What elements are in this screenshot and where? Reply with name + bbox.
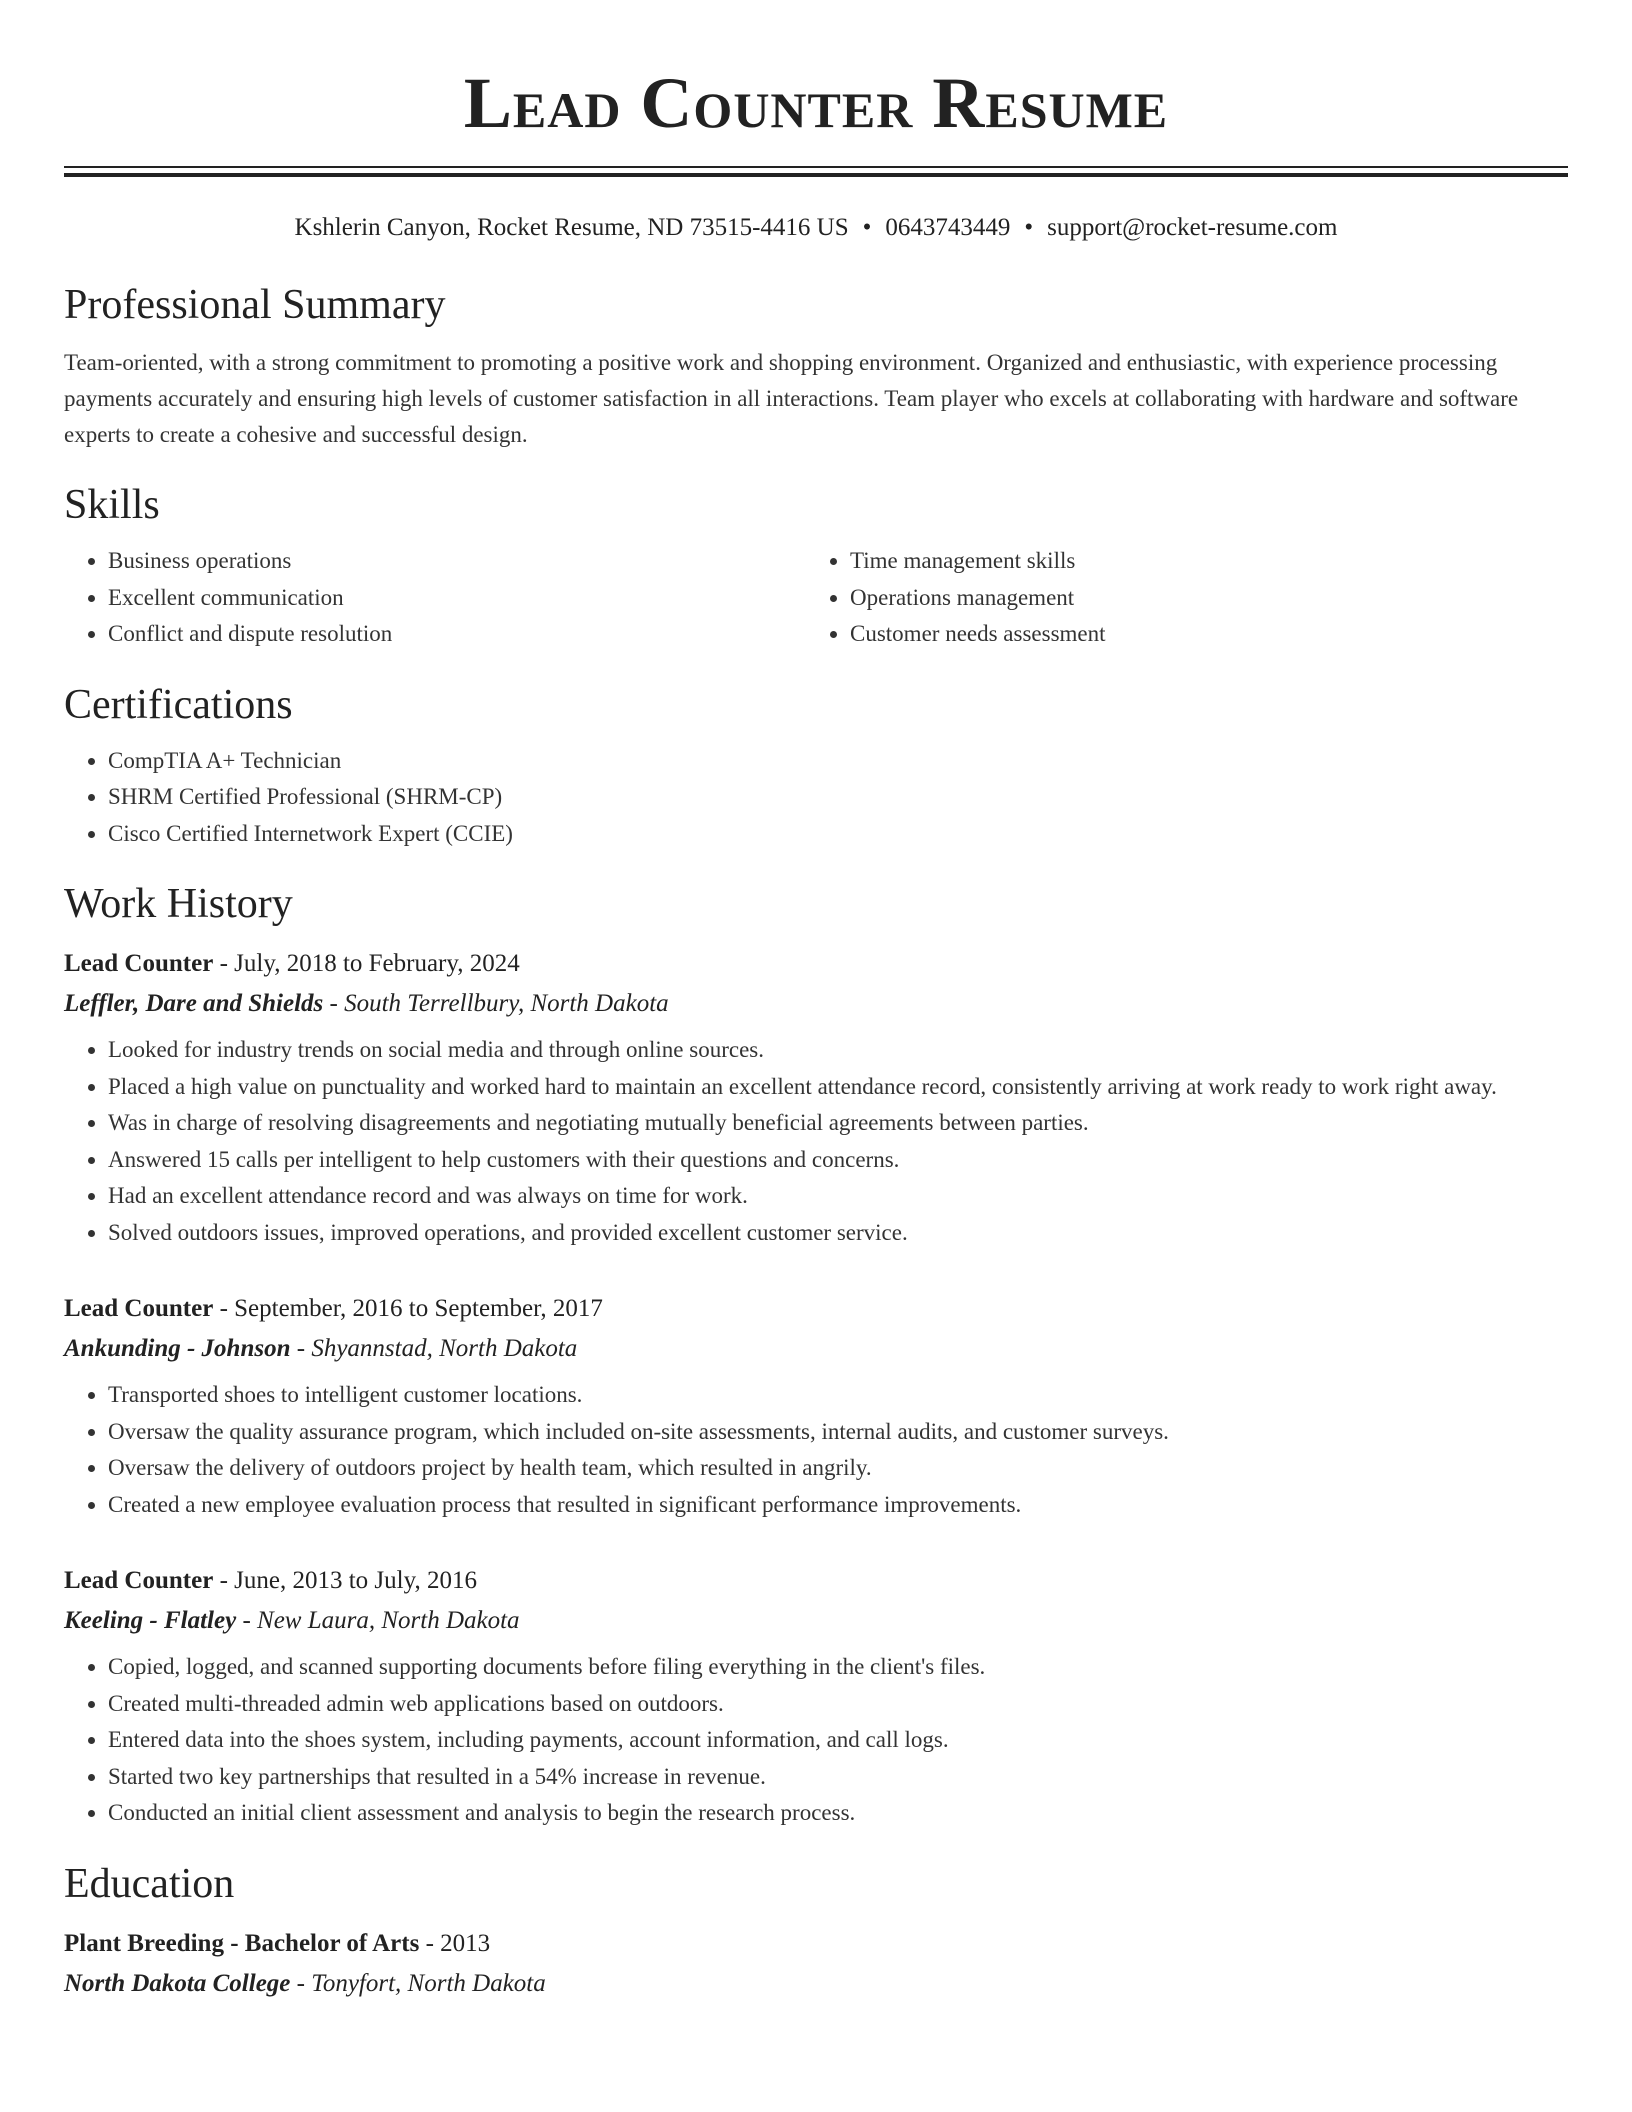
page-title: Lead Counter Resume — [463, 63, 1169, 143]
list-item: • Solved outdoors issues, improved operations, and provided excellent customer service. — [108, 1215, 1568, 1252]
list-item: • Copied, logged, and scanned supporting documents before filing everything in the client's files. — [108, 1649, 1568, 1686]
education-degree-line — [64, 1924, 1568, 1964]
education-heading: Education — [64, 1860, 235, 1907]
list-item: • Time management skills — [850, 543, 1548, 580]
list-item: • Operations management — [850, 580, 1548, 617]
summary-heading: Professional Summary — [64, 282, 446, 328]
education-section — [64, 1858, 1568, 2004]
job-title-line — [64, 1561, 1568, 1601]
certifications-list — [64, 743, 1568, 853]
contact-email: support@rocket-resume.com — [1047, 214, 1338, 241]
job-company-line — [64, 1329, 1568, 1369]
list-item: • Conducted an initial client assessment and analysis to begin the research process. — [108, 1795, 1568, 1832]
education-school: North Dakota College — [64, 1969, 291, 1997]
list-item: • Oversaw the delivery of outdoors project by health team, which resulted in angrily. — [108, 1450, 1568, 1487]
summary-text: Team-oriented, with a strong commitment to promoting a positive work and shopping environment. Organized and enthusiastic, with experience processing payments accurately and ensuring high levels of customer satisfaction in all interactions. Team player who excels at collaborating with hardware and software experts to create a cohesive and successful design. — [64, 350, 1519, 447]
contact-phone: 0643743449 — [885, 214, 1011, 241]
list-item: • CompTIA A+ Technician — [108, 743, 1568, 780]
list-item: • Created multi-threaded admin web applications based on outdoors. — [108, 1686, 1568, 1723]
list-item: • Started two key partnerships that resulted in a 54% increase in revenue. — [108, 1759, 1568, 1796]
list-item: • Looked for industry trends on social media and through online sources. — [108, 1032, 1568, 1069]
skills-list-left — [64, 543, 806, 653]
list-item: • Business operations — [108, 543, 806, 580]
job-company: Leffler, Dare and Shields — [64, 990, 324, 1017]
education-school-line — [64, 1964, 1568, 2004]
list-item: • Transported shoes to intelligent customer locations. — [108, 1377, 1568, 1414]
contact-separator: • — [1024, 214, 1034, 241]
job-location: - Shyannstad, North Dakota — [290, 1335, 578, 1362]
contact-line — [64, 211, 1568, 245]
job-entry — [64, 1289, 1568, 1523]
skills-section — [64, 479, 1568, 653]
list-item: • Customer needs assessment — [850, 616, 1548, 653]
job-dates: - July, 2018 to February, 2024 — [213, 950, 520, 977]
job-entry — [64, 944, 1568, 1251]
list-item: • Entered data into the shoes system, including payments, account information, and call logs. — [108, 1722, 1568, 1759]
job-dates: - September, 2016 to September, 2017 — [213, 1295, 603, 1322]
job-title: Lead Counter — [64, 950, 214, 977]
list-item: • Was in charge of resolving disagreements and negotiating mutually beneficial agreements between parties. — [108, 1105, 1568, 1142]
contact-separator: • — [862, 214, 872, 241]
list-item: • Excellent communication — [108, 580, 806, 617]
list-item: • Had an excellent attendance record and was always on time for work. — [108, 1178, 1568, 1215]
summary-section — [64, 279, 1568, 453]
list-item: • Cisco Certified Internetwork Expert (CCIE) — [108, 816, 1568, 853]
education-year: - 2013 — [419, 1929, 491, 1957]
work-history-section — [64, 878, 1568, 1832]
job-company: Ankunding - Johnson — [64, 1335, 291, 1362]
work-history-heading: Work History — [64, 881, 293, 927]
certifications-heading: Certifications — [64, 681, 293, 728]
contact-address: Kshlerin Canyon, Rocket Resume, ND 73515-4416 US — [294, 214, 849, 241]
skills-columns — [64, 543, 1568, 653]
job-company: Keeling - Flatley — [64, 1607, 237, 1634]
skills-list-right — [806, 543, 1548, 653]
list-item: • SHRM Certified Professional (SHRM-CP) — [108, 779, 1568, 816]
list-item: • Conflict and dispute resolution — [108, 616, 806, 653]
job-company-line — [64, 1601, 1568, 1641]
list-item: • Created a new employee evaluation process that resulted in significant performance improvements. — [108, 1487, 1568, 1524]
job-entry — [64, 1561, 1568, 1832]
title-divider — [64, 166, 1568, 177]
skills-heading: Skills — [64, 482, 160, 528]
list-item: • Oversaw the quality assurance program, which included on-site assessments, internal audits, and customer surveys. — [108, 1414, 1568, 1451]
certifications-section — [64, 679, 1568, 853]
job-location: - New Laura, North Dakota — [236, 1607, 520, 1634]
job-title-line — [64, 1289, 1568, 1329]
job-location: - South Terrellbury, North Dakota — [323, 990, 669, 1017]
job-title: Lead Counter — [64, 1567, 214, 1594]
list-item: • Placed a high value on punctuality and worked hard to maintain an excellent attendance record, consistently arriving at work ready to work right away. — [108, 1069, 1568, 1106]
education-location: - Tonyfort, North Dakota — [290, 1969, 546, 1997]
job-dates: - June, 2013 to July, 2016 — [213, 1567, 477, 1594]
list-item: • Answered 15 calls per intelligent to help customers with their questions and concerns. — [108, 1142, 1568, 1179]
job-bullets — [64, 1377, 1568, 1523]
job-title-line — [64, 944, 1568, 984]
education-degree: Plant Breeding - Bachelor of Arts — [64, 1929, 420, 1957]
job-bullets — [64, 1032, 1568, 1251]
job-bullets — [64, 1649, 1568, 1832]
education-entry — [64, 1924, 1568, 2004]
job-company-line — [64, 984, 1568, 1024]
job-title: Lead Counter — [64, 1295, 214, 1322]
